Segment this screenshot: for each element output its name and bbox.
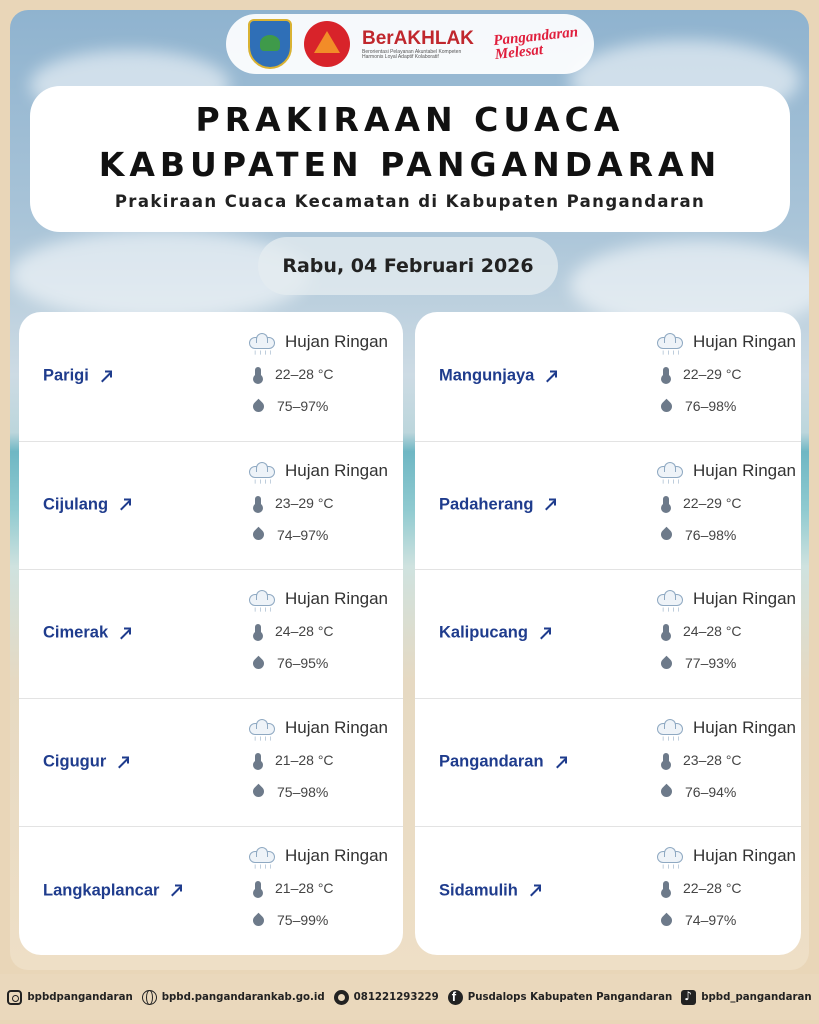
condition-line xyxy=(655,712,796,744)
humidity-range: 74–97% xyxy=(685,912,737,929)
forecast-row xyxy=(19,698,403,828)
arrow-up-right-icon xyxy=(554,756,566,768)
forecast-details xyxy=(247,712,388,808)
temperature-line xyxy=(247,487,388,519)
temperature-range: 24–28 °C xyxy=(275,623,334,640)
forecast-details xyxy=(655,326,796,422)
location-name: Padaherang xyxy=(439,495,534,514)
condition-line xyxy=(655,455,796,487)
location-link[interactable] xyxy=(439,495,555,514)
berakhlak-logo xyxy=(362,29,482,60)
facebook-link[interactable] xyxy=(448,990,672,1005)
location-link[interactable] xyxy=(43,367,111,386)
cloud-rain-icon: ╵╵╵╵ xyxy=(249,847,275,865)
thermometer-icon xyxy=(255,624,261,638)
forecast-details xyxy=(655,712,796,808)
droplet-icon xyxy=(251,655,267,671)
humidity-line xyxy=(655,776,796,808)
thermometer-icon xyxy=(255,753,261,767)
page-subtitle: Prakiraan Cuaca Kecamatan di Kabupaten Pangandaran xyxy=(114,192,706,211)
droplet-icon xyxy=(659,913,675,929)
temperature-range: 23–29 °C xyxy=(275,494,334,511)
temperature-line xyxy=(655,487,796,519)
forecast-details xyxy=(247,326,388,422)
location-name: Pangandaran xyxy=(439,752,544,771)
location-link[interactable] xyxy=(43,624,130,643)
location-link[interactable] xyxy=(43,881,181,900)
location-name: Kalipucang xyxy=(439,623,528,642)
facebook-icon xyxy=(448,990,463,1005)
humidity-range: 75–97% xyxy=(277,398,329,414)
humidity-range: 76–98% xyxy=(685,526,737,543)
temperature-line xyxy=(655,615,796,647)
location-name: Parigi xyxy=(43,366,89,385)
thermometer-icon xyxy=(663,753,669,767)
temperature-range: 24–28 °C xyxy=(683,623,742,640)
weather-condition: Hujan Ringan xyxy=(693,332,797,351)
location-name: Langkaplancar xyxy=(43,881,160,900)
cloud-rain-icon: ╵╵╵╵ xyxy=(249,333,275,351)
date-badge: Rabu, 04 Februari 2026 xyxy=(258,237,558,295)
globe-icon xyxy=(142,990,157,1005)
forecast-details xyxy=(655,583,796,679)
temperature-line xyxy=(655,872,796,904)
forecast-details xyxy=(247,583,388,679)
forecast-card-left xyxy=(19,312,403,955)
temperature-range: 22–29 °C xyxy=(683,494,742,511)
cloud-rain-icon: ╵╵╵╵ xyxy=(249,462,275,480)
location-link[interactable] xyxy=(439,367,556,386)
weather-condition: Hujan Ringan xyxy=(693,717,797,737)
humidity-range: 75–98% xyxy=(277,783,329,800)
forecast-details xyxy=(655,840,796,936)
location-link[interactable] xyxy=(43,495,130,514)
weather-condition: Hujan Ringan xyxy=(693,846,797,866)
temperature-range: 21–28 °C xyxy=(275,751,334,768)
humidity-line xyxy=(247,776,388,808)
page-title-line2: KABUPATEN PANGANDARAN xyxy=(98,145,722,184)
temperature-range: 22–28 °C xyxy=(683,880,742,897)
location-name: Sidamulih xyxy=(439,881,518,900)
temperature-range: 23–28 °C xyxy=(683,751,742,768)
forecast-details xyxy=(247,840,388,936)
weather-condition: Hujan Ringan xyxy=(285,589,389,609)
humidity-line xyxy=(655,519,796,551)
temperature-line xyxy=(247,872,388,904)
temperature-range: 21–28 °C xyxy=(275,880,334,897)
temperature-line xyxy=(247,615,388,647)
droplet-icon xyxy=(659,527,675,543)
forecast-row xyxy=(415,826,801,955)
website-url: bpbd.pangandarankab.go.id xyxy=(161,991,325,1003)
humidity-range: 77–93% xyxy=(685,655,737,672)
instagram-icon xyxy=(7,990,22,1005)
droplet-icon xyxy=(251,784,267,800)
thermometer-icon xyxy=(663,496,669,510)
humidity-line xyxy=(655,390,796,422)
arrow-up-right-icon xyxy=(118,499,130,511)
whatsapp-icon xyxy=(334,990,349,1005)
bnpb-logo-icon xyxy=(304,21,350,67)
pangandaran-emblem-icon xyxy=(248,19,292,69)
cloud-rain-icon: ╵╵╵╵ xyxy=(249,719,275,737)
droplet-icon xyxy=(251,398,267,414)
condition-line xyxy=(247,583,388,615)
droplet-icon xyxy=(659,784,675,800)
temperature-line xyxy=(655,358,796,390)
cloud-rain-icon: ╵╵╵╵ xyxy=(657,590,683,608)
condition-line xyxy=(655,326,796,358)
humidity-range: 76–98% xyxy=(685,398,737,414)
temperature-line xyxy=(247,358,388,390)
arrow-up-right-icon xyxy=(528,885,540,897)
arrow-up-right-icon xyxy=(99,370,111,382)
droplet-icon xyxy=(251,527,267,543)
temperature-range: 22–29 °C xyxy=(683,366,742,382)
forecast-row xyxy=(415,441,801,571)
facebook-page: Pusdalops Kabupaten Pangandaran xyxy=(467,991,673,1003)
cloud-rain-icon: ╵╵╵╵ xyxy=(657,333,683,351)
weather-condition: Hujan Ringan xyxy=(693,460,797,480)
forecast-row xyxy=(415,698,801,828)
forecast-row xyxy=(19,312,403,442)
cloud-rain-icon: ╵╵╵╵ xyxy=(657,847,683,865)
arrow-up-right-icon xyxy=(169,885,181,897)
condition-line xyxy=(247,455,388,487)
cloud-rain-icon: ╵╵╵╵ xyxy=(657,462,683,480)
page-title-line1: PRAKIRAAN CUACA xyxy=(195,100,625,139)
humidity-line xyxy=(247,519,388,551)
campaign-logo: Pangandaran Melesat xyxy=(492,24,579,63)
droplet-icon xyxy=(251,913,267,929)
instagram-link[interactable] xyxy=(7,990,132,1005)
condition-line xyxy=(655,583,796,615)
arrow-up-right-icon xyxy=(118,627,130,639)
thermometer-icon xyxy=(663,881,669,895)
instagram-handle: bpbdpangandaran xyxy=(27,991,133,1003)
location-name: Cijulang xyxy=(43,495,109,514)
humidity-line xyxy=(655,904,796,936)
temperature-line xyxy=(655,744,796,776)
website-link[interactable] xyxy=(142,990,325,1005)
humidity-line xyxy=(247,647,388,679)
cloud-rain-icon: ╵╵╵╵ xyxy=(249,590,275,608)
thermometer-icon xyxy=(255,881,261,895)
thermometer-icon xyxy=(663,624,669,638)
arrow-up-right-icon xyxy=(543,499,555,511)
arrow-up-right-icon xyxy=(116,756,128,768)
tiktok-link[interactable] xyxy=(681,990,811,1005)
condition-line xyxy=(655,840,796,872)
arrow-up-right-icon xyxy=(538,627,550,639)
droplet-icon xyxy=(659,655,675,671)
weather-condition: Hujan Ringan xyxy=(285,460,389,480)
temperature-range: 22–28 °C xyxy=(275,366,334,382)
condition-line xyxy=(247,712,388,744)
location-link[interactable] xyxy=(439,881,540,900)
arrow-up-right-icon xyxy=(544,370,556,382)
forecast-row xyxy=(415,569,801,699)
location-name: Cimerak xyxy=(43,623,109,642)
weather-condition: Hujan Ringan xyxy=(285,332,389,351)
whatsapp-number: 081221293229 xyxy=(353,991,439,1003)
humidity-range: 76–95% xyxy=(277,655,329,672)
forecast-details xyxy=(655,455,796,551)
forecast-row xyxy=(19,569,403,699)
thermometer-icon xyxy=(255,496,261,510)
forecast-row xyxy=(19,826,403,955)
title-card xyxy=(30,86,790,232)
droplet-icon xyxy=(659,398,675,414)
location-link[interactable] xyxy=(439,624,550,643)
thermometer-icon xyxy=(663,367,669,381)
forecast-row xyxy=(415,312,801,442)
forecast-row xyxy=(19,441,403,571)
berakhlak-tagline: Berorientasi Pelayanan Akuntabel Kompeten Harmonis Loyal Adaptif Kolaboratif xyxy=(362,48,462,60)
cloud-rain-icon: ╵╵╵╵ xyxy=(657,719,683,737)
forecast-details xyxy=(247,455,388,551)
humidity-line xyxy=(655,647,796,679)
forecast-card-right xyxy=(415,312,801,955)
humidity-line xyxy=(247,390,388,422)
humidity-range: 76–94% xyxy=(685,783,737,800)
weather-condition: Hujan Ringan xyxy=(285,846,389,866)
location-link[interactable] xyxy=(43,753,128,772)
temperature-line xyxy=(247,744,388,776)
logo-bar xyxy=(226,14,594,74)
condition-line xyxy=(247,840,388,872)
tiktok-icon xyxy=(681,990,696,1005)
tiktok-handle: bpbd_pangandaran xyxy=(701,991,812,1003)
location-name: Mangunjaya xyxy=(439,366,535,385)
location-name: Cigugur xyxy=(43,752,107,771)
humidity-line xyxy=(247,904,388,936)
humidity-range: 75–99% xyxy=(277,912,329,929)
weather-condition: Hujan Ringan xyxy=(693,589,797,609)
condition-line xyxy=(247,326,388,358)
location-link[interactable] xyxy=(439,753,566,772)
whatsapp-link[interactable] xyxy=(334,990,439,1005)
humidity-range: 74–97% xyxy=(277,526,329,543)
thermometer-icon xyxy=(255,367,261,381)
weather-condition: Hujan Ringan xyxy=(285,717,389,737)
berakhlak-logo-text: BerAKHLAK xyxy=(362,27,474,49)
footer-contacts xyxy=(0,974,819,1020)
